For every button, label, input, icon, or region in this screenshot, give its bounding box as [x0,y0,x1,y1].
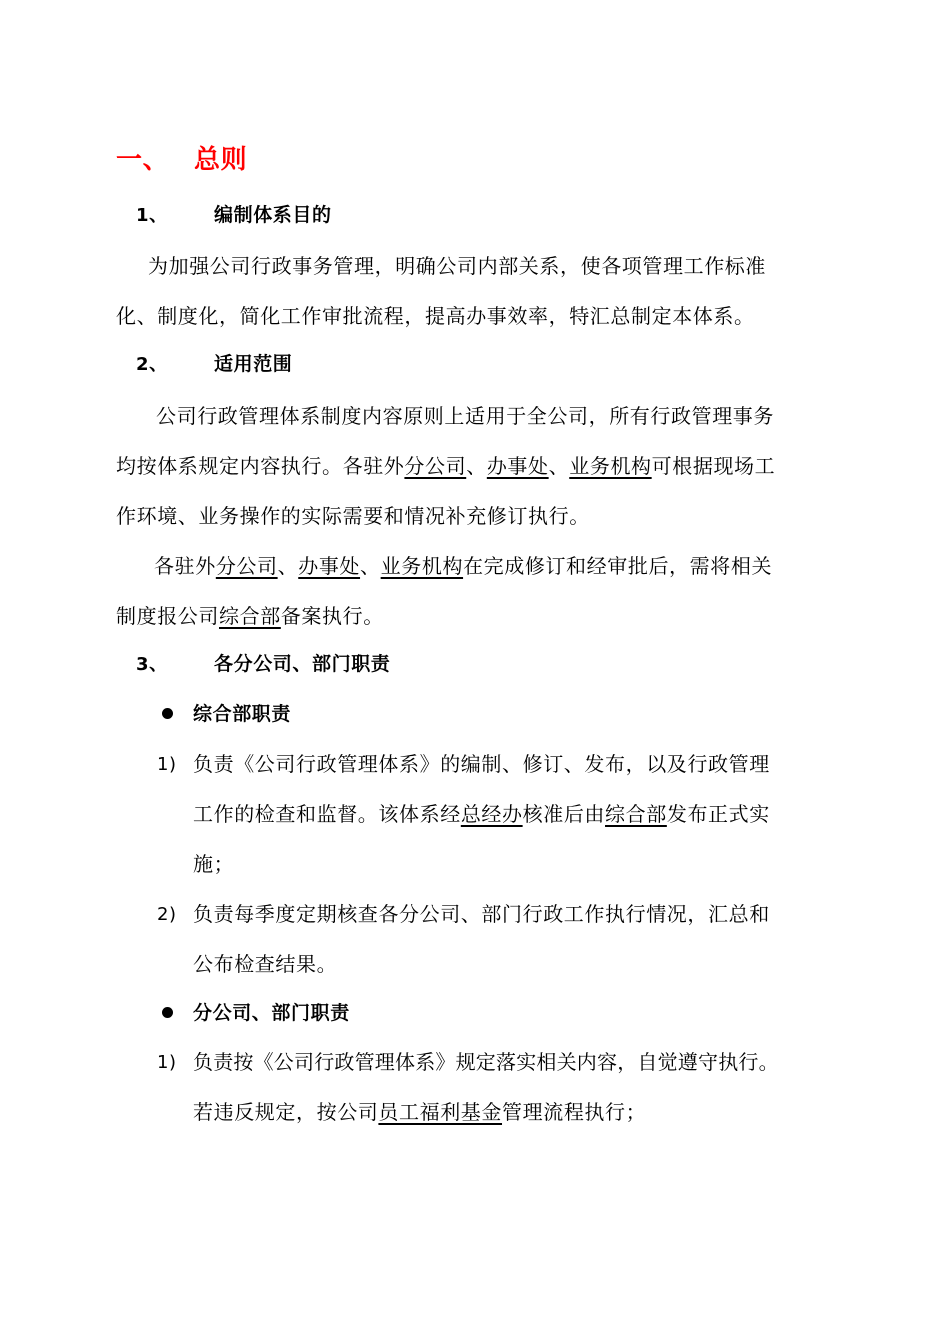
text-run: 均按体系规定内容执行。各驻外 [116,454,405,478]
subsection-title: 各分公司、部门职责 [214,653,391,675]
list-number: 1) [157,754,177,775]
list-item-line: 负责按《公司行政管理体系》规定落实相关内容，自觉遵守执行。 [193,1050,779,1074]
underlined-term: 综合部 [605,802,667,826]
list-item-line [193,1099,646,1125]
text-run: 、 [360,554,381,578]
bullet-icon [162,708,173,719]
text-run: 工作的检查和监督。该体系经 [193,802,461,826]
subsection-title: 编制体系目的 [214,204,332,226]
list-number: 1) [157,1052,177,1073]
section-number: 一、 [116,145,170,175]
underlined-term: 业务机构 [380,554,464,578]
text-run: 、 [466,454,487,478]
text-run: 核准后由 [522,802,606,826]
text-run: 管理流程执行； [502,1100,647,1124]
paragraph-line: 作环境、业务操作的实际需要和情况补充修订执行。 [116,504,590,528]
paragraph-line: 为加强公司行政事务管理，明确公司内部关系，使各项管理工作标准 [148,254,766,278]
list-item-line: 负责《公司行政管理体系》的编制、修订、发布，以及行政管理 [193,752,770,776]
list-item-line: 施； [193,852,235,876]
bullet-icon [162,1007,173,1018]
text-run: 、 [277,554,299,578]
list-item-line: 公布检查结果。 [193,952,338,976]
text-run: 备案执行。 [280,604,384,628]
text-run: 各驻外 [154,554,216,578]
list-item-line: 负责每季度定期核查各分公司、部门行政工作执行情况，汇总和 [193,902,770,926]
text-run: 、 [548,454,570,478]
paragraph-line: 化、制度化，简化工作审批流程，提高办事效率，特汇总制定本体系。 [116,304,755,328]
subsection-number: 3、 [136,654,168,675]
underlined-term: 办事处 [298,554,361,578]
underlined-term: 分公司 [404,454,467,478]
text-run: 在完成修订和经审批后，需将相关 [463,554,773,578]
subsection-title: 适用范围 [214,353,293,375]
subsection-number: 1、 [136,205,168,226]
paragraph-line [116,603,384,629]
bullet-title: 分公司、部门职责 [193,1002,350,1024]
list-item-line [193,801,770,827]
paragraph-line [116,453,775,479]
underlined-term: 综合部 [219,604,281,628]
text-run: 若违反规定，按公司 [193,1100,379,1124]
section-title: 总则 [194,145,248,175]
text-run: 可根据现场工 [651,454,776,478]
underlined-term: 员工福利基金 [378,1100,503,1124]
list-number: 2) [157,904,177,925]
text-run: 发布正式实 [666,802,770,826]
paragraph-line: 公司行政管理体系制度内容原则上适用于全公司，所有行政管理事务 [156,404,774,428]
underlined-term: 总经办 [460,802,523,826]
paragraph-line [154,553,772,579]
underlined-term: 业务机构 [569,454,652,478]
bullet-title: 综合部职责 [193,703,292,725]
text-run: 制度报公司 [116,604,219,628]
underlined-term: 分公司 [215,554,278,578]
underlined-term: 办事处 [486,454,549,478]
subsection-number: 2、 [136,354,168,375]
